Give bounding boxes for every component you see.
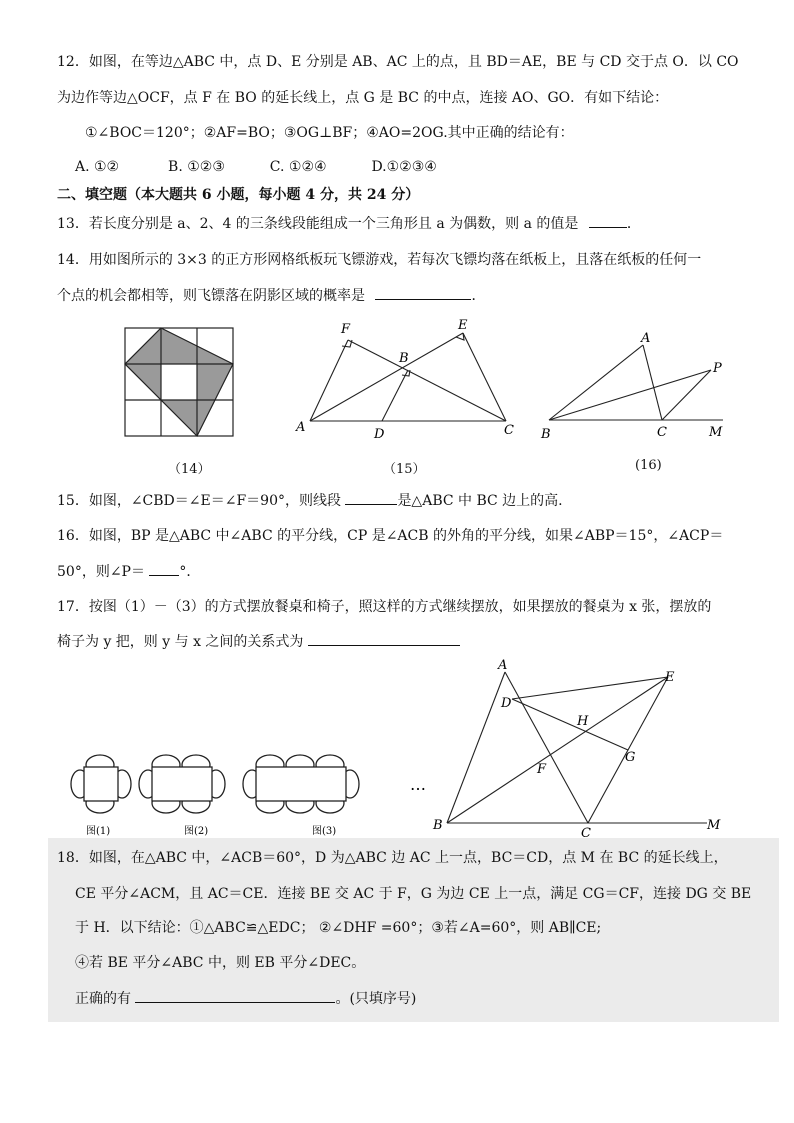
q14-answer-blank[interactable]	[375, 285, 471, 300]
label-B: B	[399, 351, 409, 366]
label-C: C	[657, 425, 667, 440]
q15: 15．如图，∠CBD＝∠E＝∠F＝90°，则线段 是△ABC 中 BC 边上的高.	[57, 490, 563, 511]
table-caption-3: 图(3)	[312, 826, 337, 837]
label-M: M	[707, 818, 721, 833]
label-D: D	[374, 427, 385, 442]
ellipsis: …	[410, 775, 426, 794]
label-B: B	[541, 427, 551, 442]
q12-line1: 12．如图，在等边△ABC 中，点 D、E 分别是 AB、AC 上的点，且 BD＝AE，BE 与 CD 交于点 O．以 CO	[57, 54, 739, 70]
q17-line2: 椅子为 y 把，则 y 与 x 之间的关系式为	[57, 631, 460, 652]
q14-line2: 个点的机会都相等，则飞镖落在阴影区域的概率是 ．	[57, 285, 485, 306]
label-M: M	[709, 425, 723, 440]
q12-line2: 为边作等边△OCF，点 F 在 BO 的延长线上，点 G 是 BC 的中点，连接 AO、GO．有如下结论：	[57, 90, 669, 106]
q16-line2: 50°，则∠P＝ °．	[57, 561, 200, 582]
figure-18-triangle	[425, 655, 735, 840]
table-caption-1: 图(1)	[86, 826, 111, 837]
label-A: A	[641, 331, 651, 346]
label-P: P	[713, 361, 722, 376]
section-title: 二、填空题（本大题共 6 小题，每小题 4 分，共 24 分）	[57, 187, 420, 203]
option-d: D.①②③④	[371, 159, 437, 175]
q16-answer-blank[interactable]	[149, 561, 179, 576]
label-F: F	[341, 322, 351, 337]
table-caption-2: 图(2)	[184, 826, 209, 837]
label-C: C	[581, 826, 591, 840]
q18-answer-blank[interactable]	[135, 988, 335, 1003]
q18-line5: 正确的有 。(只填序号)	[75, 988, 416, 1009]
figure-16-triangle	[535, 328, 740, 446]
caption-16: (16)	[635, 458, 662, 473]
option-b: B. ①②③	[168, 159, 225, 175]
q16-line1: 16．如图，BP 是△ABC 中∠ABC 的平分线，CP 是∠ACB 的外角的平分线，如果∠ABP＝15°，∠ACP＝	[57, 528, 724, 544]
label-D: D	[501, 696, 512, 711]
q17-answer-blank[interactable]	[308, 631, 460, 646]
option-c: C. ①②④	[269, 159, 327, 175]
q18-line3: 于 H．以下结论：①△ABC≌△EDC； ②∠DHF =60°；③若∠A=60°，则 AB∥CE;	[75, 920, 602, 936]
caption-14: （14）	[168, 462, 211, 477]
q18-line4: ④若 BE 平分∠ABC 中，则 EB 平分∠DEC。	[75, 955, 366, 971]
q12-options	[75, 157, 437, 177]
q13-text: 13．若长度分别是 a、2、4 的三条线段能组成一个三角形且 a 为偶数，则 a 的值是	[57, 216, 579, 232]
label-G: G	[625, 750, 636, 765]
q17-line1: 17．按图（1）－（3）的方式摆放餐桌和椅子，照这样的方式继续摆放，如果摆放的餐桌为 x 张，摆放的	[57, 599, 712, 615]
figure-14-grid	[120, 325, 240, 440]
label-A: A	[498, 658, 508, 673]
label-B: B	[433, 818, 443, 833]
q14-line1: 14．用如图所示的 3×3 的正方形网格纸板玩飞镖游戏，若每次飞镖均落在纸板上，且落在纸板的任何一	[57, 252, 702, 268]
label-C: C	[504, 423, 514, 438]
q13-answer-blank[interactable]	[589, 213, 627, 228]
q13: 13．若长度分别是 a、2、4 的三条线段能组成一个三角形且 a 为偶数，则 a 的值是 ．	[57, 213, 641, 234]
figure-15-triangle	[290, 318, 520, 443]
q18-line1: 18．如图，在△ABC 中，∠ACB＝60°，D 为△ABC 边 AC 上一点，BC＝CD，点 M 在 BC 的延长线上，	[57, 850, 728, 866]
q18-line2: CE 平分∠ACM，且 AC＝CE．连接 BE 交 AC 于 F，G 为边 CE 上一点，满足 CG＝CF，连接 DG 交 BE	[75, 886, 752, 902]
label-F: F	[537, 762, 547, 777]
label-H: H	[577, 714, 589, 729]
label-E: E	[458, 318, 468, 333]
option-a: A. ①②	[75, 159, 120, 175]
caption-15: （15）	[383, 462, 426, 477]
q12-line3: ①∠BOC＝120°；②AF=BO；③OG⊥BF；④AO=2OG.其中正确的结论有：	[85, 125, 574, 141]
label-E: E	[665, 670, 675, 685]
figure-17-tables-chairs	[70, 745, 440, 840]
label-A: A	[296, 420, 306, 435]
q15-answer-blank[interactable]	[345, 490, 397, 505]
